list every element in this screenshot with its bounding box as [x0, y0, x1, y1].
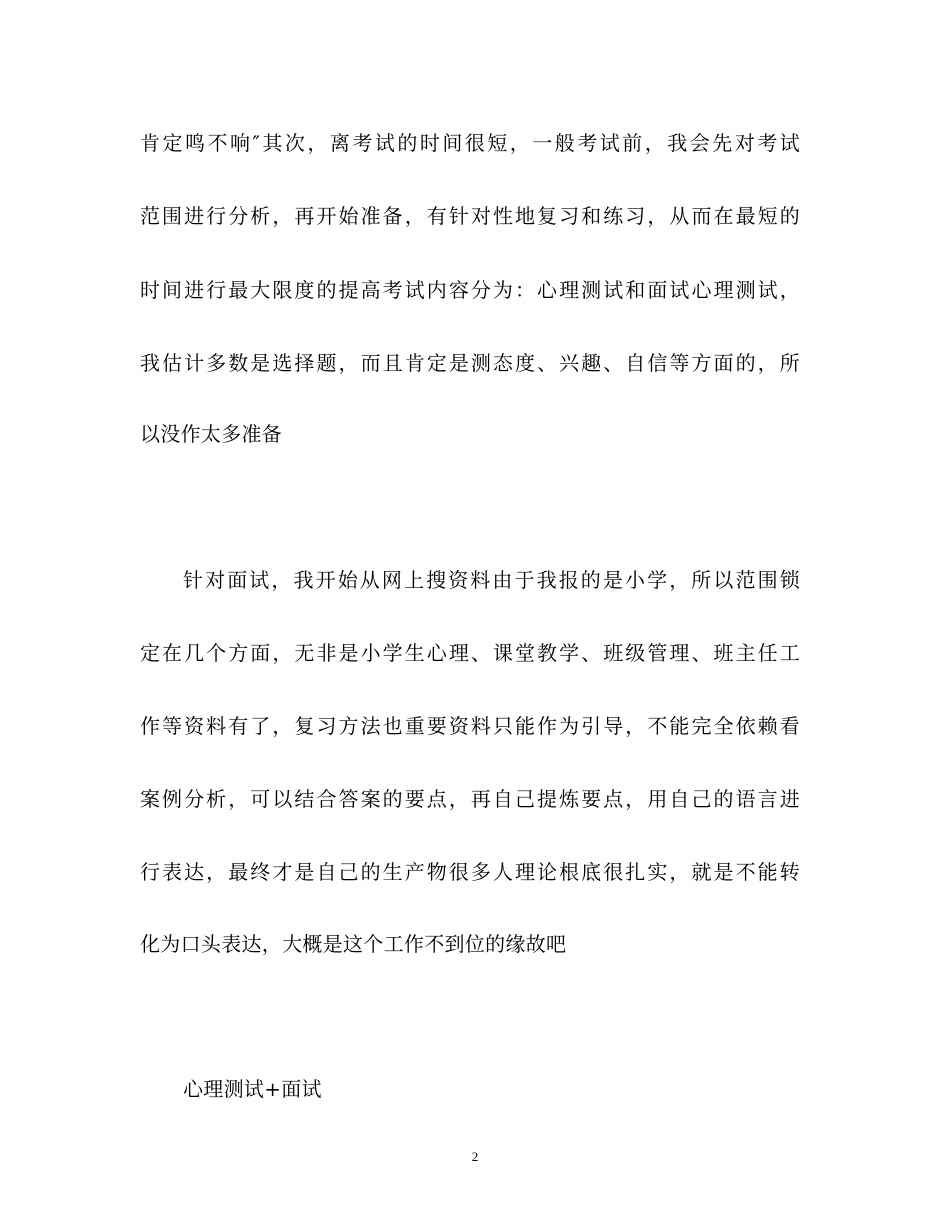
paragraph-2-line-2: 定在几个方面，无非是小学生心理、课堂教学、班级管理、班主任工 — [140, 641, 800, 665]
paragraph-1-line-5: 以没作太多准备 — [140, 422, 283, 446]
paragraph-2-line-5: 行表达，最终才是自己的生产物很多人理论根底很扎实，就是不能转 — [140, 860, 800, 884]
page-number: 2 — [471, 1149, 479, 1164]
paragraph-3-line-1: 心理测试+面试 — [183, 1077, 322, 1101]
paragraph-2-line-4: 案例分析，可以结合答案的要点，再自己提炼要点，用自己的语言进 — [140, 787, 800, 811]
paragraph-2-line-6: 化为口头表达，大概是这个工作不到位的缘故吧 — [140, 932, 567, 956]
paragraph-2-line-3: 作等资料有了，复习方法也重要资料只能作为引导，不能完全依赖看 — [140, 714, 800, 738]
paragraph-1-line-3: 时间进行最大限度的提高考试内容分为：心理测试和面试心理测试， — [140, 278, 800, 302]
paragraph-1-line-4: 我估计多数是选择题，而且肯定是测态度、兴趣、自信等方面的，所 — [140, 351, 800, 375]
paragraph-2-line-1: 针对面试，我开始从网上搜资料由于我报的是小学，所以范围锁 — [183, 568, 800, 592]
paragraph-1-line-1: 肯定鸣不响″其次，离考试的时间很短，一般考试前，我会先对考试 — [140, 131, 800, 155]
paragraph-1-line-2: 范围进行分析，再开始准备，有针对性地复习和练习，从而在最短的 — [140, 204, 800, 228]
